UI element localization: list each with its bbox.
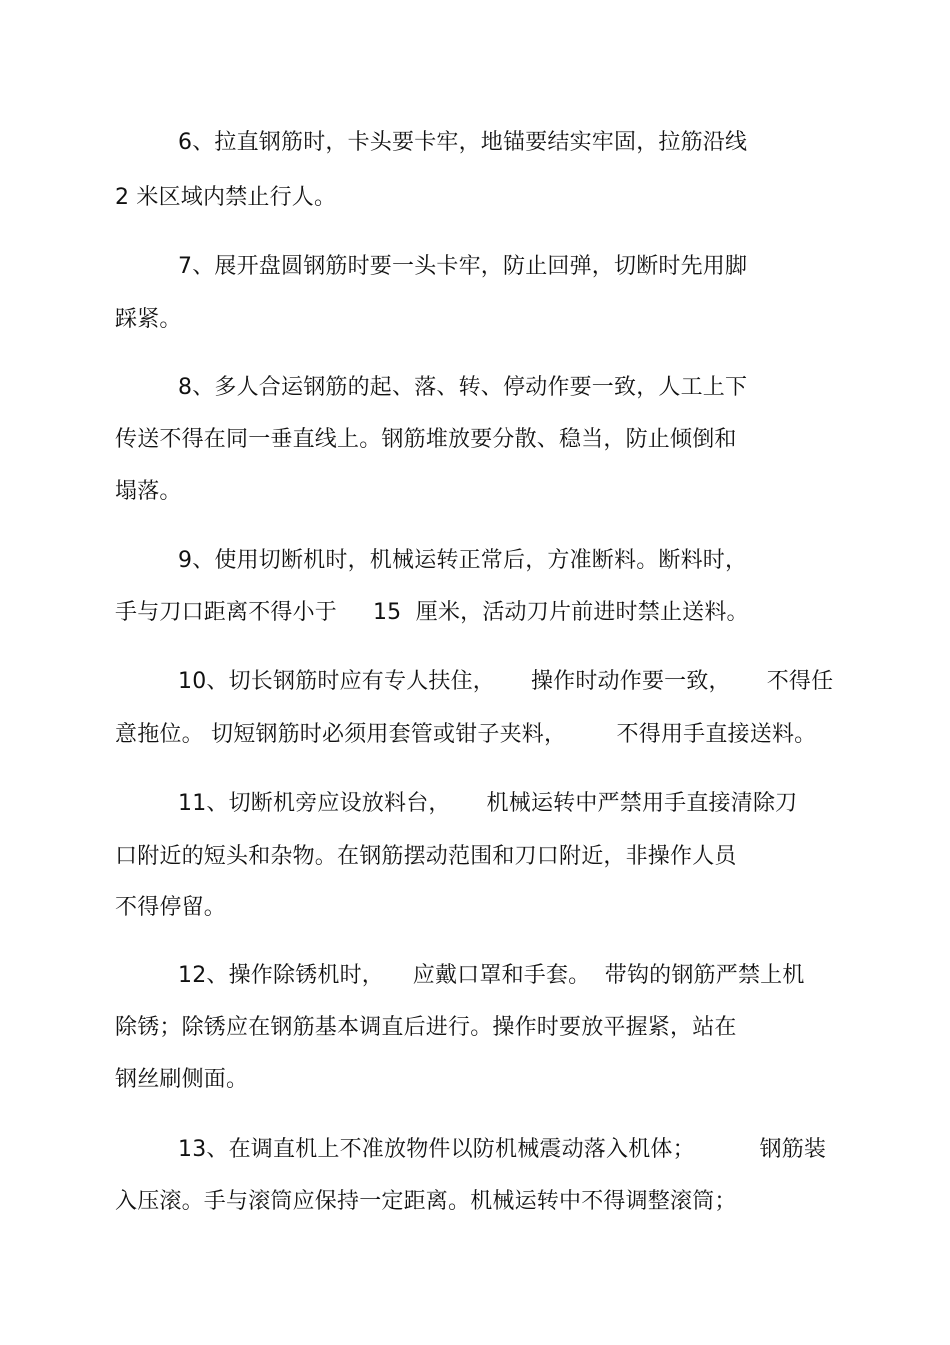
paragraph-10-line-2: 意拖位。 切短钢筋时必须用套管或钳子夹料， 不得用手直接送料。 <box>115 722 817 747</box>
paragraph-11-line-3: 不得停留。 <box>115 895 227 920</box>
paragraph-11-line-1: 11、切断机旁应设放料台， 机械运转中严禁用手直接清除刀 <box>178 791 798 816</box>
paragraph-12-line-3: 钢丝刷侧面。 <box>115 1067 249 1092</box>
paragraph-8-line-3: 塌落。 <box>115 479 182 504</box>
paragraph-8-line-1: 8、多人合运钢筋的起、落、转、停动作要一致，人工上下 <box>178 375 748 400</box>
paragraph-6-line-2: 2 米区域内禁止行人。 <box>115 185 337 210</box>
paragraph-12-line-2: 除锈；除锈应在钢筋基本调直后进行。操作时要放平握紧，站在 <box>115 1015 737 1040</box>
paragraph-13-line-1: 13、在调直机上不准放物件以防机械震动落入机体； 钢筋装 <box>178 1137 827 1162</box>
paragraph-9-line-1: 9、使用切断机时，机械运转正常后，方准断料。断料时， <box>178 548 748 573</box>
paragraph-6-line-1: 6、拉直钢筋时，卡头要卡牢，地锚要结实牢固，拉筋沿线 <box>178 130 748 155</box>
paragraph-12-line-1: 12、操作除锈机时， 应戴口罩和手套。 带钩的钢筋严禁上机 <box>178 963 805 988</box>
paragraph-8-line-2: 传送不得在同一垂直线上。钢筋堆放要分散、稳当，防止倾倒和 <box>115 427 737 452</box>
paragraph-11-line-2: 口附近的短头和杂物。在钢筋摆动范围和刀口附近，非操作人员 <box>115 844 737 869</box>
paragraph-13-line-2: 入压滚。手与滚筒应保持一定距离。机械运转中不得调整滚筒； <box>115 1189 737 1214</box>
paragraph-9-line-2: 手与刀口距离不得小于 15 厘米，活动刀片前进时禁止送料。 <box>115 600 749 625</box>
paragraph-7-line-2: 踩紧。 <box>115 307 182 332</box>
paragraph-10-line-1: 10、切长钢筋时应有专人扶住， 操作时动作要一致， 不得任 <box>178 669 834 694</box>
paragraph-7-line-1: 7、展开盘圆钢筋时要一头卡牢，防止回弹，切断时先用脚 <box>178 254 748 279</box>
